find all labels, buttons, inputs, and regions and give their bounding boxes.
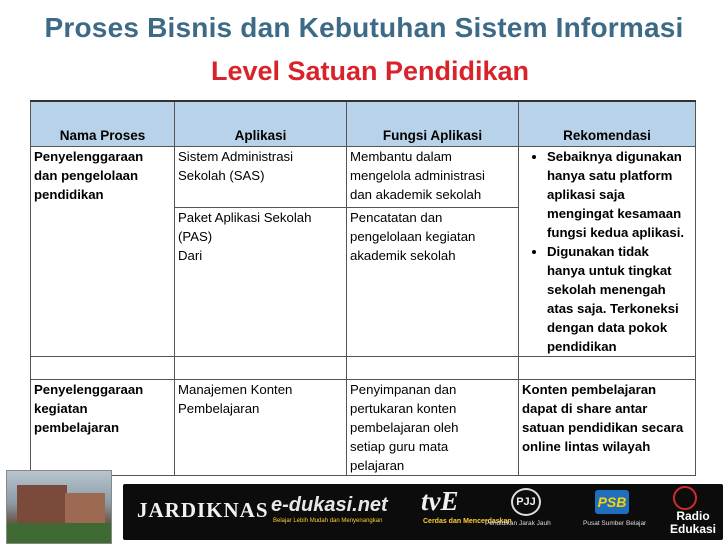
app-sas-line: Sistem Administrasi <box>178 149 294 164</box>
tve-logo: tvE <box>421 486 459 516</box>
recommendation-cell-1 <box>519 147 696 357</box>
psb-caption: Pusat Sumber Belajar <box>583 520 647 527</box>
edukasi-tagline: Belajar Lebih Mudah dan Menyenangkan <box>273 518 383 524</box>
func-pas-line: Pencatatan dan <box>350 209 443 225</box>
slide-title: Proses Bisnis dan Kebutuhan Sistem Informasi <box>44 12 684 43</box>
app-pas-line: Paket Aplikasi Sekolah <box>178 209 312 225</box>
func-content-line: pembelajaran oleh <box>350 420 459 435</box>
process-1-line: pendidikan <box>34 187 104 202</box>
header-fungsi-aplikasi: Fungsi Aplikasi <box>347 101 519 147</box>
spacer-cell <box>31 357 175 380</box>
rec-line: mengingat kesamaan <box>547 206 682 221</box>
rec-line: fungsi kedua aplikasi. <box>547 225 685 240</box>
func-content-line: pelajaran <box>350 458 405 473</box>
tve-tagline: Cerdas dan Mencerdaskan <box>423 518 512 525</box>
edukasi-logo: e-dukasi.net <box>271 494 388 516</box>
header-nama-proses: Nama Proses <box>31 101 175 147</box>
header-aplikasi: Aplikasi <box>175 101 347 147</box>
process-2-line: pembelajaran <box>34 420 120 435</box>
spacer-cell <box>175 357 347 380</box>
radio-edukasi-icon <box>673 486 697 510</box>
func-sas-line: dan akademik sekolah <box>350 187 482 202</box>
rec-line: • Digunakan tidak <box>547 244 649 259</box>
app-content-line: Pembelajaran <box>178 401 260 416</box>
spacer-cell <box>519 357 696 380</box>
process-cell-1 <box>31 147 175 357</box>
pjj-logo: PJJ <box>511 488 541 516</box>
table-row <box>31 380 696 476</box>
table-header-row <box>31 101 696 147</box>
app-pas-line: (PAS) <box>178 228 213 244</box>
rec2-line: Konten pembelajaran <box>522 382 657 397</box>
rec-line: sekolah menengah <box>547 282 666 297</box>
app-sas-line: Sekolah (SAS) <box>178 168 265 183</box>
building-block <box>17 485 67 523</box>
rec-line: • Sebaiknya digunakan <box>547 149 682 164</box>
app-pas-line: Dari <box>178 247 203 263</box>
process-cell-2 <box>31 380 175 476</box>
rec-line: pendidikan <box>547 339 617 354</box>
rec2-line: online lintas wilayah <box>522 439 651 454</box>
spacer-cell <box>347 357 519 380</box>
process-2-line: kegiatan <box>34 401 88 416</box>
func-pas-line: pengelolaan kegiatan <box>350 228 476 244</box>
rec-line: dengan data pokok <box>547 320 668 335</box>
radio-edukasi-logo: Radio Edukasi <box>669 509 717 536</box>
rec-line: hanya untuk tingkat <box>547 263 672 278</box>
app-content-line: Manajemen Konten <box>178 382 293 397</box>
rec-line: hanya satu platform <box>547 168 673 183</box>
logo-banner <box>123 484 723 540</box>
process-1-line: Penyelenggaraan <box>34 149 144 164</box>
func-sas-line: mengelola administrasi <box>350 168 485 183</box>
building-block <box>65 493 105 523</box>
slide-subtitle-text: Level Satuan Pendidikan <box>210 56 530 86</box>
rec-line: aplikasi saja <box>547 187 625 202</box>
psb-logo: PSB <box>595 490 629 514</box>
building-lawn <box>7 523 111 543</box>
recommendation-cell-2 <box>519 380 696 476</box>
rec2-line: satuan pendidikan secara <box>522 420 684 435</box>
process-1-line: dan pengelolaan <box>34 168 139 183</box>
func-cell-sas <box>347 147 519 208</box>
func-content-line: Penyimpanan dan <box>350 382 457 397</box>
func-pas-line: akademik sekolah <box>350 247 456 263</box>
func-content-line: setiap guru mata <box>350 439 449 454</box>
header-rekomendasi: Rekomendasi <box>519 101 696 147</box>
pjj-caption: Pendidikan Jarak Jauh <box>485 520 551 527</box>
recommendation-list <box>522 147 692 356</box>
process-2-line: Penyelenggaraan <box>34 382 144 397</box>
business-process-table <box>30 100 696 476</box>
func-cell-content <box>347 380 519 476</box>
app-cell-content <box>175 380 347 476</box>
app-cell-pas <box>175 207 347 356</box>
table-spacer-row <box>31 357 696 380</box>
rec-line: atas saja. Terkoneksi <box>547 301 679 316</box>
table-row <box>31 147 696 208</box>
recommendation-item <box>547 242 692 356</box>
func-cell-pas <box>347 207 519 356</box>
func-content-line: pertukaran konten <box>350 401 457 416</box>
jardiknas-logo: JARDIKNAS <box>137 498 269 522</box>
recommendation-item <box>547 147 692 242</box>
app-cell-sas <box>175 147 347 208</box>
func-sas-line: Membantu dalam <box>350 149 452 164</box>
slide-subtitle <box>0 56 728 87</box>
rec2-line: dapat di share antar <box>522 401 648 416</box>
school-building-photo <box>6 470 112 544</box>
